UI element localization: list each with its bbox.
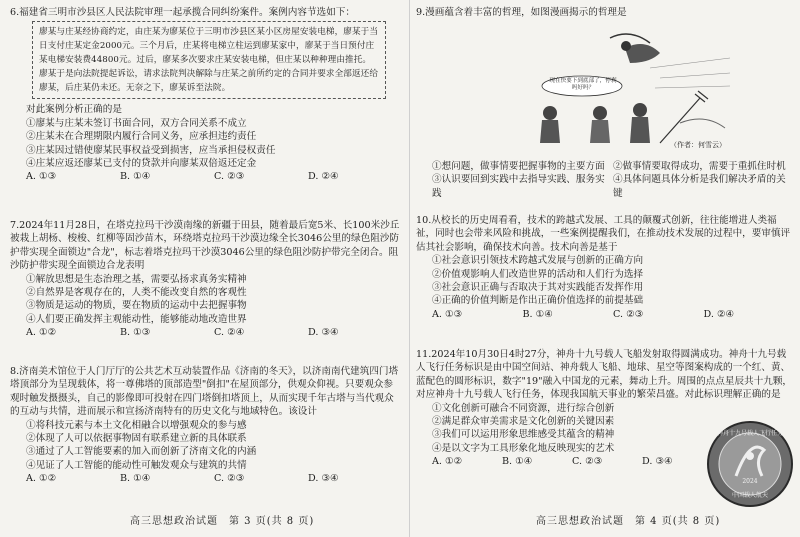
choice-c: C. ②③: [572, 456, 603, 468]
option: ④具体问题具体分析是我们解决矛盾的关键: [613, 174, 786, 199]
choice-b: B. ①④: [120, 171, 151, 183]
answer-choices: [10, 326, 402, 339]
question-7-stem: 7.2024年11月28日，在塔克拉玛干沙漠南缘的新疆于田县，随着最后宽5米、长100米沙丘被栽上胡杨、梭梭、红柳等固沙苗木，环绕塔克拉玛干沙漠边缘全长3046公里的绿色阻沙防护带实现全面锁边"合龙"，标志着塔克拉玛干沙漠3046公里的绿色阻沙防护带完全闭合。阻沙防护带实现全面锁边合龙表明: [10, 220, 400, 272]
option: ②满足群众审美需求是文化创新的关键因素: [432, 416, 615, 428]
option: ①社会意识引领技术跨越式发展与创新的正确方向: [432, 255, 644, 267]
option: ①文化创新可融合不同资源，进行综合创新: [432, 402, 615, 414]
choice-b: B. ①③: [120, 327, 151, 339]
question-6-lead: 对此案例分析正确的是: [26, 104, 122, 116]
option: ①将科技元素与本土文化相融合以增强观众的参与感: [26, 419, 247, 431]
option: ④人们要正确发挥主观能动性，能够能动地改造世界: [26, 313, 247, 325]
option: ③庄某因过错使廖某民事权益受到损害，应当承担侵权责任: [26, 144, 276, 156]
question-6-stem: 6.福建省三明市沙县区人民法院审理一起承揽合同纠纷案件。案例内容节选如下：: [10, 7, 355, 18]
question-9-stem: 9.漫画蕴含着丰富的哲理，如图漫画揭示的哲理是: [416, 7, 627, 18]
choice-c: C. ②③: [214, 473, 245, 485]
option: ①解放思想是生态治理之基，需要弘扬求真务实精神: [26, 273, 247, 285]
choice-a: A. ①③: [26, 171, 57, 183]
answer-choices: [10, 170, 402, 183]
choice-c: C. ②④: [214, 327, 245, 339]
option: ③认识要回到实践中去指导实践、服务实践: [432, 174, 605, 199]
option: ④正确的价值判断是作出正确价值选择的前提基础: [432, 295, 644, 307]
choice-a: A. ①②: [432, 456, 463, 468]
choice-d: D. ②④: [308, 171, 339, 183]
option: ②体现了人可以依据事物固有联系建立新的具体联系: [26, 433, 247, 445]
page-footer-right: 高三思想政治试题 第 4 页(共 8 页): [536, 516, 721, 527]
option: ④庄某应返还廖某已支付的贷款并向廖某双倍返还定金: [26, 158, 257, 170]
option: ①想问题，做事情要把握事物的主要方面: [432, 161, 605, 172]
choice-b: B. ①④: [120, 473, 151, 485]
option: ②做事情要取得成功，需要于重抓住时机: [613, 161, 786, 172]
option: ③通过了人工智能要素的加入而创新了济南文化的内涵: [26, 446, 257, 458]
choice-c: C. ②③: [613, 308, 644, 320]
case-excerpt-box: 廖某与庄某经协商约定，由庄某为廖某位于三明市沙县区某小区房屋安装电梯，廖某于当日支付庄某定金2000元。三个月后，庄某将电梯立柱运到廖某家中，廖某于当日预付庄某电梯安装费44800元。过后，廖某多次要求庄某安装电梯，但庄某以种种理由推托。廖某于是向法院提起诉讼，请求法院判决解除与庄某之前所约定的合同并要求全部返还给廖某，后庄某仍未还。无奈之下，廖某诉至法院。: [32, 21, 386, 99]
choice-a: A. ①②: [26, 327, 57, 339]
choice-b: B. ①④: [502, 456, 533, 468]
option: ③物质是运动的物质，要在物质的运动中去把握事物: [26, 300, 247, 312]
choice-c: C. ②③: [214, 171, 245, 183]
option-row: [416, 173, 794, 200]
choice-a: A. ①③: [432, 308, 463, 320]
option: ④见证了人工智能的能动性可触发观众与建筑的共情: [26, 459, 247, 471]
option: ②自然界是客观存在的，人类不能改变自然的客观性: [26, 287, 247, 299]
choice-d: D. ③④: [642, 456, 673, 468]
choice-d: D. ③④: [308, 473, 339, 485]
mission-emblem: [706, 420, 794, 508]
option: ③我们可以运用形象思维感受其蕴含的精神: [432, 429, 615, 441]
choice-d: D. ③④: [308, 327, 339, 339]
choice-d: D. ②④: [703, 308, 735, 320]
choice-a: A. ①②: [26, 473, 57, 485]
answer-choices: [416, 455, 712, 468]
choice-b: B. ①④: [522, 308, 553, 320]
option: ②价值观影响人们改造世界的活动和人们行为选择: [432, 268, 644, 280]
cartoon-illustration: [530, 28, 730, 153]
question-10: [416, 214, 794, 321]
emblem-bottom-text: 中国载人航天: [731, 492, 768, 499]
option-row: [416, 160, 794, 173]
question-8: [10, 365, 402, 486]
page-footer-left: 高三思想政治试题 第 3 页(共 8 页): [130, 516, 315, 527]
option: ④是以文字为工具形象化地反映现实的艺术: [432, 442, 615, 454]
cartoon-credit: （作者：何雪云）: [670, 141, 726, 149]
answer-choices: [10, 472, 402, 485]
option: ①廖某与庄某未签订书面合同，双方合同关系不成立: [26, 117, 247, 129]
question-11-stem: 11.2024年10月30日4时27分，神舟十九号载人飞船发射取得圆满成功。神舟十九号载人飞行任务标识是由中国空间站、神舟载人飞船、地球、星空等图案构成的一个红、黄、蓝配色的圆形标识，数字"19"融入中国龙的元素，舞动上升。周围的点点星辰共十九颗，对应神舟十九号载人飞行任务，体现我国航天事业的繁荣昌盛。对此标识理解正确的是: [416, 349, 793, 401]
emblem-year: 2024: [742, 478, 758, 485]
option: ②庄某未在合理期限内履行合同义务，应承担违约责任: [26, 131, 257, 143]
option: ③社会意识正确与否取决于其对实践能否发挥作用: [432, 282, 644, 294]
question-9: [416, 6, 794, 19]
emblem-title: 神舟十九号载人飞行任务: [716, 430, 783, 437]
question-6: [10, 6, 402, 184]
question-9-options: [416, 160, 794, 200]
page-divider: [409, 0, 410, 537]
question-8-stem: 8.济南美术馆位于人门厅厅的公共艺术互动装置作品《济南的冬天》，以济南南代建筑四门塔塔顶部分为呈现载体，将一尊佛塔的顶部造型"倒扣"在屋顶部分，供观众仰视。只要观众参观时触发摄摄头，自己的影像即可投射在四门塔倒扣塔顶上，从而实现千年古塔与当代观众的互动与共情，进而展示和宣扬济南特有的历史文化与地域特色。该设计: [10, 366, 399, 418]
speech-bubble-text: 现在快要下到底部了，停刹吗好吗？: [549, 78, 617, 91]
question-7: [10, 219, 402, 340]
answer-choices: [416, 308, 794, 321]
question-10-stem: 10.从校长的历史周看看，技术的跨越式发展、工具的颠覆式创新，往往能增进人类福祉，同时也会带来风险和挑战，一些案例提醒我们，在推动技术发展的过程中，要审慎评估其社会影响，确保技术向善。技术向善是基于: [416, 215, 791, 253]
